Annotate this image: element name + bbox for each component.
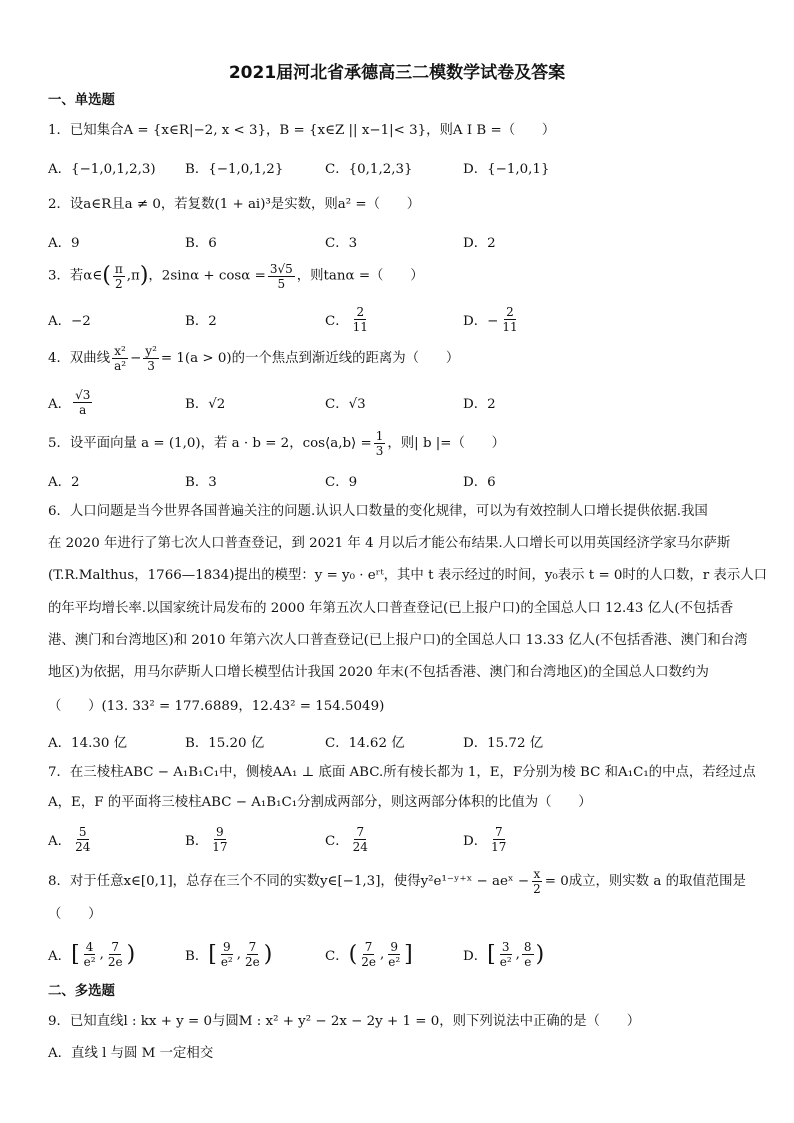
- question-8-stem-prefix: 8．对于任意x∈[0,1]，总存在三个不同的实数y∈[−1,3]，使得y²e¹⁻ʸ⁺ˣ − aeˣ −: [48, 874, 530, 889]
- fraction-numerator: 2: [506, 304, 514, 319]
- fraction-numerator: 3: [501, 939, 510, 954]
- right-bracket: ]: [404, 941, 413, 967]
- question-6-option-c: C．14.62 亿: [325, 735, 405, 751]
- fraction-denominator: 17: [491, 839, 507, 854]
- option-label: B．: [185, 948, 209, 964]
- fraction-denominator: 2e: [361, 954, 376, 969]
- question-5-fraction: [374, 429, 386, 458]
- fraction-numerator: 9: [216, 824, 224, 839]
- question-8-fraction: [531, 867, 543, 896]
- question-8-options: [48, 930, 748, 978]
- fraction-numerator: 7: [494, 824, 503, 839]
- fraction-numerator: y²: [145, 344, 157, 358]
- fraction-numerator: 4: [85, 939, 94, 954]
- question-4-option-c: C．√3: [325, 396, 366, 412]
- option-label: A．: [48, 948, 72, 964]
- option-fraction-1: [498, 940, 514, 969]
- question-5-option-a: A．2: [48, 474, 80, 490]
- question-4-stem-prefix: 4．双曲线: [48, 351, 111, 366]
- question-3-stem: [48, 258, 424, 296]
- question-1-option-c: C．{0,1,2,3}: [325, 161, 413, 177]
- question-2-option-a: A．9: [48, 235, 80, 251]
- page-title: 2021届河北省承德高三二模数学试卷及答案: [228, 63, 566, 83]
- question-4-fraction-y: [143, 344, 159, 373]
- comma: ,: [379, 946, 385, 962]
- question-3-option-d: [463, 297, 522, 341]
- question-4-options: [48, 380, 748, 424]
- fraction-numerator: 7: [356, 824, 365, 839]
- fraction-denominator: 2e: [107, 954, 123, 969]
- fraction-denominator: 3: [147, 359, 155, 373]
- question-4-fraction-x: [112, 344, 128, 373]
- question-7-options: [48, 817, 748, 861]
- question-7-option-a: [48, 817, 94, 861]
- fraction-denominator: 2e: [245, 954, 260, 969]
- question-8-stem: [48, 864, 746, 902]
- fraction-numerator: 2: [356, 304, 365, 319]
- fraction-numerator: 9: [390, 939, 399, 954]
- question-8-option-c: [325, 930, 413, 978]
- right-bracket: ): [263, 941, 273, 967]
- fraction-denominator: 24: [352, 839, 368, 854]
- question-7-option-c: [325, 817, 372, 861]
- fraction-denominator: 11: [502, 319, 518, 334]
- comma: ,: [515, 946, 520, 962]
- fraction-denominator: 2: [533, 882, 541, 896]
- option-fraction-2: [243, 940, 262, 969]
- fraction-denominator: a²: [114, 359, 127, 373]
- question-8-option-b: [185, 930, 272, 978]
- fraction-denominator: 17: [212, 839, 228, 854]
- fraction-denominator: e²: [388, 954, 401, 969]
- question-8-option-d: [463, 930, 544, 978]
- question-8-option-a: [48, 930, 135, 978]
- question-3-option-c-fraction: [351, 305, 370, 334]
- question-7-option-b: [185, 817, 232, 861]
- fraction-numerator: 5: [78, 824, 87, 839]
- question-3-fraction: [268, 262, 295, 291]
- interval-tail: ,π: [126, 268, 140, 284]
- question-5-option-c: C．9: [325, 474, 358, 490]
- question-8-answer-blank: （ ）: [48, 907, 102, 922]
- fraction-numerator: 7: [111, 939, 120, 954]
- option-fraction-2: [386, 940, 402, 969]
- option-label: C．: [325, 833, 349, 849]
- fraction-numerator: 9: [222, 939, 231, 954]
- option-fraction: [351, 825, 370, 854]
- fraction-denominator: e: [524, 954, 532, 969]
- question-3-option-c-label: C．: [325, 313, 349, 329]
- section-heading-single-choice: 一、单选题: [48, 93, 115, 108]
- question-7-line-1: 7．在三棱柱ABC − A₁B₁C₁中，侧棱AA₁ ⊥ 底面 ABC.所有棱长都为 1，E，F分别为棱 BC 和A₁C₁的中点，若经过点: [48, 765, 756, 780]
- question-6-line-1: 6．人口问题是当今世界各国普遍关注的问题.认识人口数量的变化规律，可以为有效控制人口增长提供依据.我国: [48, 504, 708, 519]
- question-6-option-b: B．15.20 亿: [185, 735, 265, 751]
- question-1-option-a: A．{−1,0,1,2,3): [48, 161, 156, 177]
- interval-open-paren: (: [102, 263, 111, 288]
- question-1-stem: 1．已知集合A = {x∈R|−2‚ x < 3}，B = {x∈Z || x−1|< 3}，则A I B =（ ）: [48, 123, 556, 138]
- option-fraction: [489, 825, 508, 854]
- question-6-line-4: 的年平均增长率.以国家统计局发布的 2000 年第五次人口普查登记(已上报户口)的全国总人口 12.43 亿人(不包括香: [48, 601, 734, 616]
- question-6-line-6: 地区)为依据，用马尔萨斯人口增长模型估计我国 2020 年末(不包括香港、澳门和台湾地区)的全国总人口数约为: [48, 665, 709, 680]
- question-3-fraction-numerator: 3√5: [269, 261, 293, 276]
- question-4-stem-suffix: = 1(a > 0)的一个焦点到渐近线的距离为（ ）: [160, 351, 460, 366]
- question-6-line-7: （ ）(13. 33² = 177.6889，12.43² = 154.5049): [48, 699, 385, 714]
- question-5-stem-prefix: 5．设平面向量 a = (1,0)，若 a · b = 2，cos⟨a,b⟩ =: [48, 436, 372, 451]
- question-2-stem: 2．设a∈R且a ≠ 0，若复数(1 + ai)³是实数，则a² =（ ）: [48, 197, 421, 212]
- question-1-options: [48, 145, 748, 189]
- fraction-denominator: e²: [499, 954, 512, 969]
- left-bracket: [: [487, 941, 496, 967]
- comma: ,: [236, 946, 242, 962]
- question-3-option-d-label: D．−: [463, 313, 499, 329]
- question-4-option-a: [48, 380, 94, 424]
- option-fraction-1: [219, 940, 235, 969]
- question-7-line-2: A，E，F 的平面将三棱柱ABC − A₁B₁C₁分割成两部分，则这两部分体积的比值为（ ）: [48, 795, 592, 810]
- fraction-denominator: e²: [220, 954, 233, 969]
- section-heading-multi-choice: 二、多选题: [48, 984, 115, 999]
- option-fraction: [210, 825, 229, 854]
- fraction-denominator: 11: [352, 319, 368, 334]
- question-4-option-a-label: A．: [48, 396, 72, 412]
- fraction-numerator: x²: [114, 344, 126, 358]
- minus-sign: −: [130, 351, 142, 366]
- question-5-stem-suffix: ，则| b |=（ ）: [387, 436, 506, 451]
- option-fraction-1: [82, 940, 98, 969]
- question-6-option-d: D．15.72 亿: [463, 735, 544, 751]
- left-bracket: (: [348, 941, 358, 967]
- question-5-option-d: D．6: [463, 474, 496, 490]
- interval-fraction-numerator: π: [114, 261, 123, 276]
- question-3-option-a: A．−2: [48, 313, 91, 329]
- question-2-options: [48, 219, 748, 263]
- question-3-option-b: B．2: [185, 313, 217, 329]
- question-2-option-d: D．2: [463, 235, 496, 251]
- question-7-option-d: [463, 817, 510, 861]
- option-fraction: [73, 825, 92, 854]
- fraction-numerator: 7: [364, 939, 373, 954]
- question-3-option-c: [325, 297, 372, 341]
- question-4-option-b: B．√2: [185, 396, 226, 412]
- question-5-option-b: B．3: [185, 474, 217, 490]
- question-6-line-3: (T.R.Malthus，1766—1834)提出的模型：y = y₀ · eʳᵗ，其中 t 表示经过的时间，y₀表示 t = 0时的人口数，r 表示人口: [48, 568, 767, 583]
- fraction-denominator: 3: [375, 444, 384, 458]
- question-4-option-a-fraction: [73, 388, 92, 417]
- question-3-options: [48, 297, 748, 341]
- question-4-option-d: D．2: [463, 396, 496, 412]
- fraction-denominator: a: [79, 402, 87, 417]
- question-6-line-2: 在 2020 年进行了第七次人口普查登记，到 2021 年 4 月以后才能公布结果.人口增长可以用英国经济学家马尔萨斯: [48, 536, 731, 551]
- fraction-denominator: e²: [83, 954, 96, 969]
- fraction-numerator: 7: [248, 939, 257, 954]
- question-4-stem: [48, 341, 459, 379]
- question-5-options: [48, 458, 748, 502]
- interval-close-paren: ): [139, 263, 149, 288]
- right-bracket: ): [126, 941, 136, 967]
- question-1-option-b: B．{−1,0,1,2}: [185, 161, 284, 177]
- question-3-stem-prefix: 3．若α∈: [48, 268, 103, 284]
- question-2-option-c: C．3: [325, 235, 358, 251]
- question-2-option-b: B．6: [185, 235, 217, 251]
- question-1-option-d: D．{−1,0,1}: [463, 161, 550, 177]
- option-label: C．: [325, 948, 349, 964]
- fraction-numerator: 1: [375, 429, 384, 443]
- question-8-stem-suffix: = 0成立，则实数 a 的取值范围是: [544, 874, 746, 889]
- question-3-stem-middle: ，2sinα + cosα =: [148, 268, 266, 284]
- question-3-stem-suffix: ，则tanα =（ ）: [296, 268, 424, 284]
- question-3-option-d-fraction: [500, 305, 519, 334]
- question-9-option-a: A．直线 l 与圆 M 一定相交: [48, 1046, 214, 1061]
- fraction-numerator: √3: [75, 387, 91, 402]
- option-label: A．: [48, 833, 72, 849]
- left-bracket: [: [71, 941, 80, 967]
- interval-fraction-denominator: 2: [114, 276, 123, 291]
- left-bracket: [: [208, 941, 217, 967]
- option-label: D．: [463, 833, 488, 849]
- comma: ,: [99, 946, 104, 962]
- interval-fraction: [113, 262, 125, 291]
- option-fraction-2: [522, 940, 534, 969]
- option-label: D．: [463, 948, 488, 964]
- option-label: B．: [185, 833, 209, 849]
- fraction-denominator: 24: [75, 839, 91, 854]
- fraction-numerator: 8: [523, 939, 532, 954]
- option-fraction-1: [359, 940, 378, 969]
- option-fraction-2: [106, 940, 125, 969]
- question-3-fraction-denominator: 5: [277, 276, 286, 291]
- question-6-line-5: 港、澳门和台湾地区)和 2010 年第六次人口普查登记(已上报户口)的全国总人口 13.33 亿人(不包括香港、澳门和台湾: [48, 633, 748, 648]
- right-bracket: ): [535, 941, 545, 967]
- question-9-stem: 9．已知直线l : kx + y = 0与圆M : x² + y² − 2x − 2y + 1 = 0，则下列说法中正确的是（ ）: [48, 1014, 641, 1029]
- question-6-options: [48, 719, 748, 763]
- fraction-numerator: x: [533, 867, 541, 881]
- question-6-option-a: A．14.30 亿: [48, 735, 128, 751]
